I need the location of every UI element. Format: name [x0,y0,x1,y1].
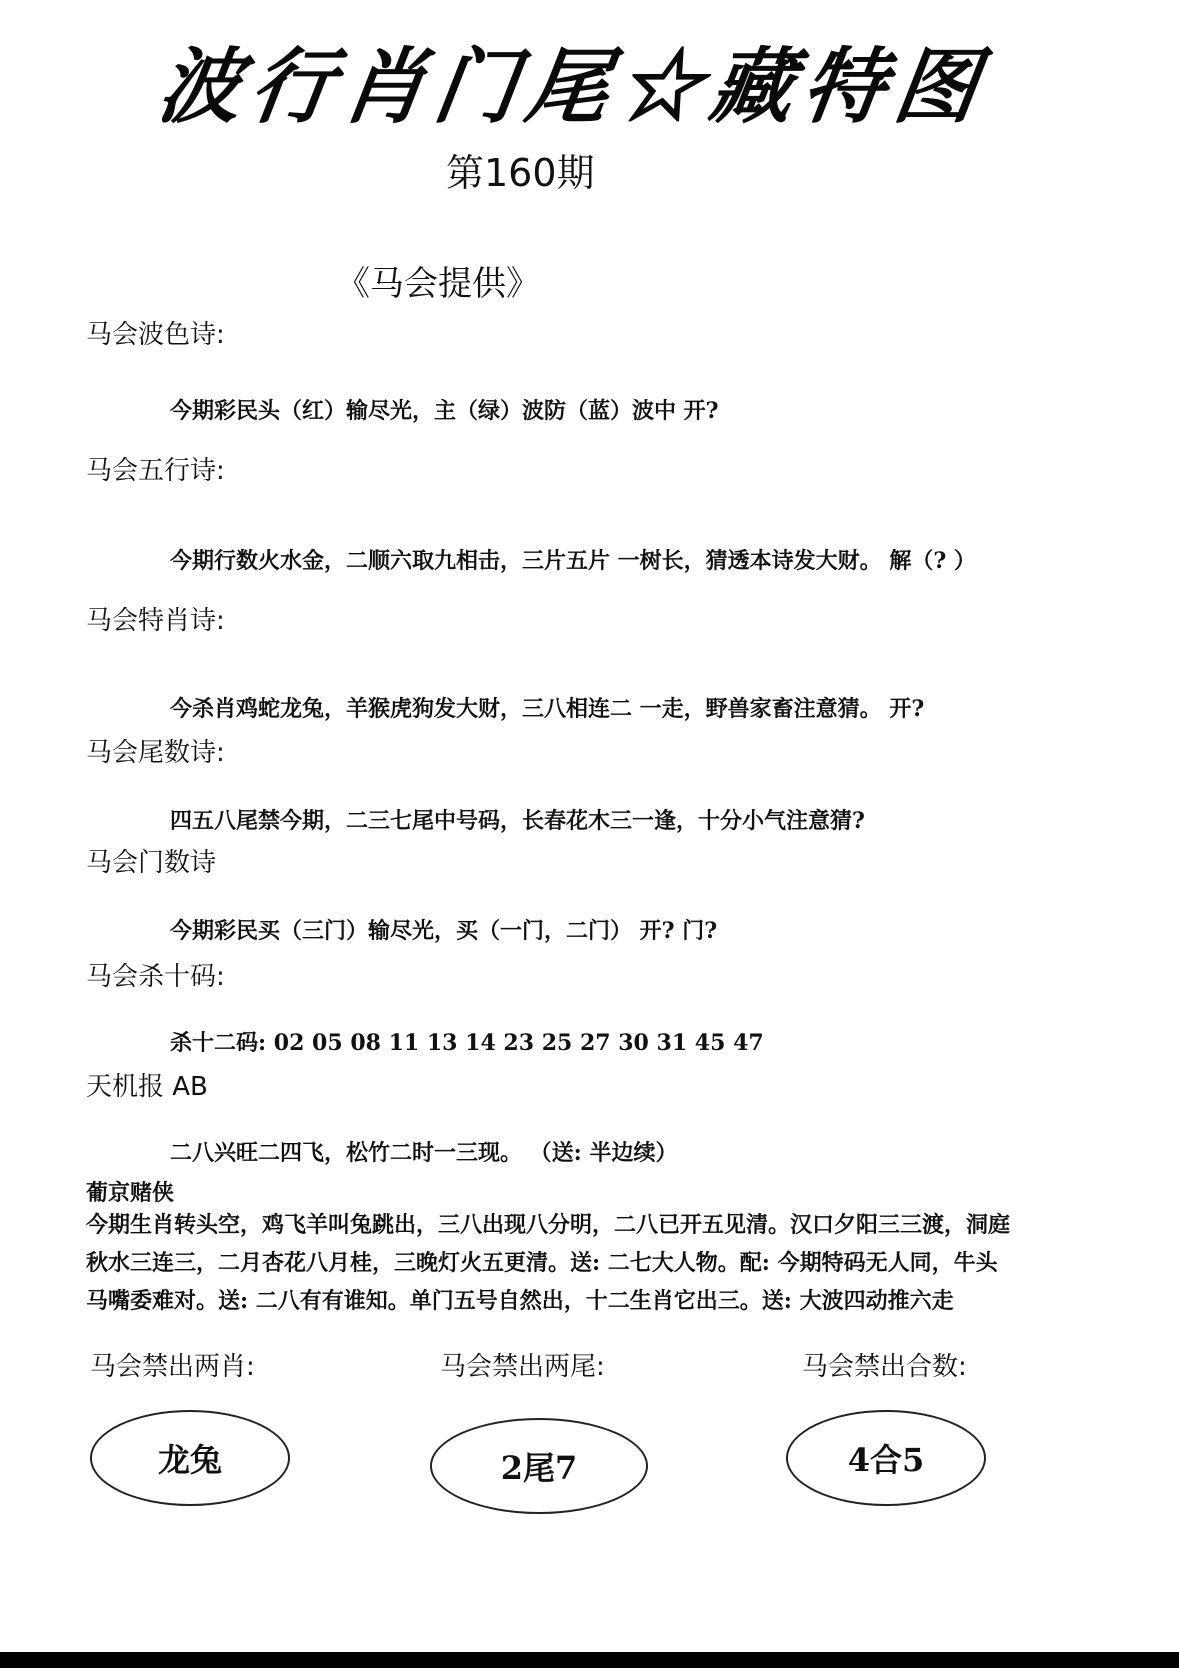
ban-zodiac-label: 马会禁出两肖: [90,1352,255,1382]
pujing-paragraph [86,1206,1096,1320]
section-heading-tianji: 天机报 AB [86,1072,208,1102]
ban-tail-value: 2尾7 [500,1449,578,1487]
main-title: 波行肖门尾☆藏特图 [152,39,994,135]
ban-sum-value: 4合5 [847,1441,925,1479]
section-heading-five-elements-poem: 马会五行诗: [86,456,225,486]
ban-zodiac-value: 龙兔 [157,1441,222,1479]
section-heading-pujing: 葡京赌侠 [86,1180,175,1206]
section-text-tianji: 二八兴旺二四飞，松竹二时一三现。 （送: 半边续） [170,1140,678,1166]
issue-number: 第160期 [446,151,595,195]
ban-sum-label: 马会禁出合数: [802,1352,967,1382]
ban-sum-oval [786,1410,986,1506]
section-heading-tail-poem: 马会尾数诗: [86,738,225,768]
section-heading-color-poem: 马会波色诗: [86,320,225,350]
section-text-five-elements-poem: 今期行数火水金，二顺六取九相击，三片五片 一树长，猜透本诗发大财。 解（? ） [170,548,976,574]
section-heading-zodiac-poem: 马会特肖诗: [86,606,225,636]
pujing-line: 今期生肖转头空，鸡飞羊叫兔跳出，三八出现八分明，二八已开五见清。汉口夕阳三三渡，洞庭 [86,1212,1011,1238]
section-heading-kill-codes: 马会杀十码: [86,962,225,992]
footer-bar [0,1652,1179,1668]
ban-zodiac-oval [90,1410,290,1506]
ban-tail-oval [430,1418,648,1514]
section-text-color-poem: 今期彩民头（红）输尽光，主（绿）波防（蓝）波中 开? [170,398,719,424]
pujing-line: 马嘴委难对。送: 二八有有谁知。单门五号自然出，十二生肖它出三。送: 大波四动推六走 [86,1288,954,1314]
section-text-zodiac-poem: 今杀肖鸡蛇龙兔，羊猴虎狗发大财，三八相连二 一走，野兽家畜注意猜。 开? [170,696,925,722]
provider-label: 《马会提供》 [336,264,540,304]
section-text-door-poem: 今期彩民买（三门）输尽光，买（一门，二门） 开? 门? [170,918,718,944]
section-text-kill-codes: 杀十二码: 02 05 08 11 13 14 23 25 27 30 31 45 47 [170,1030,764,1056]
pujing-line: 秋水三连三，二月杏花八月桂，三晚灯火五更清。送: 二七大人物。配: 今期特码无人同，牛头 [86,1250,998,1276]
ban-tail-label: 马会禁出两尾: [440,1352,605,1382]
section-text-tail-poem: 四五八尾禁今期，二三七尾中号码，长春花木三一逢，十分小气注意猜? [170,808,865,834]
section-heading-door-poem: 马会门数诗 [86,848,217,878]
